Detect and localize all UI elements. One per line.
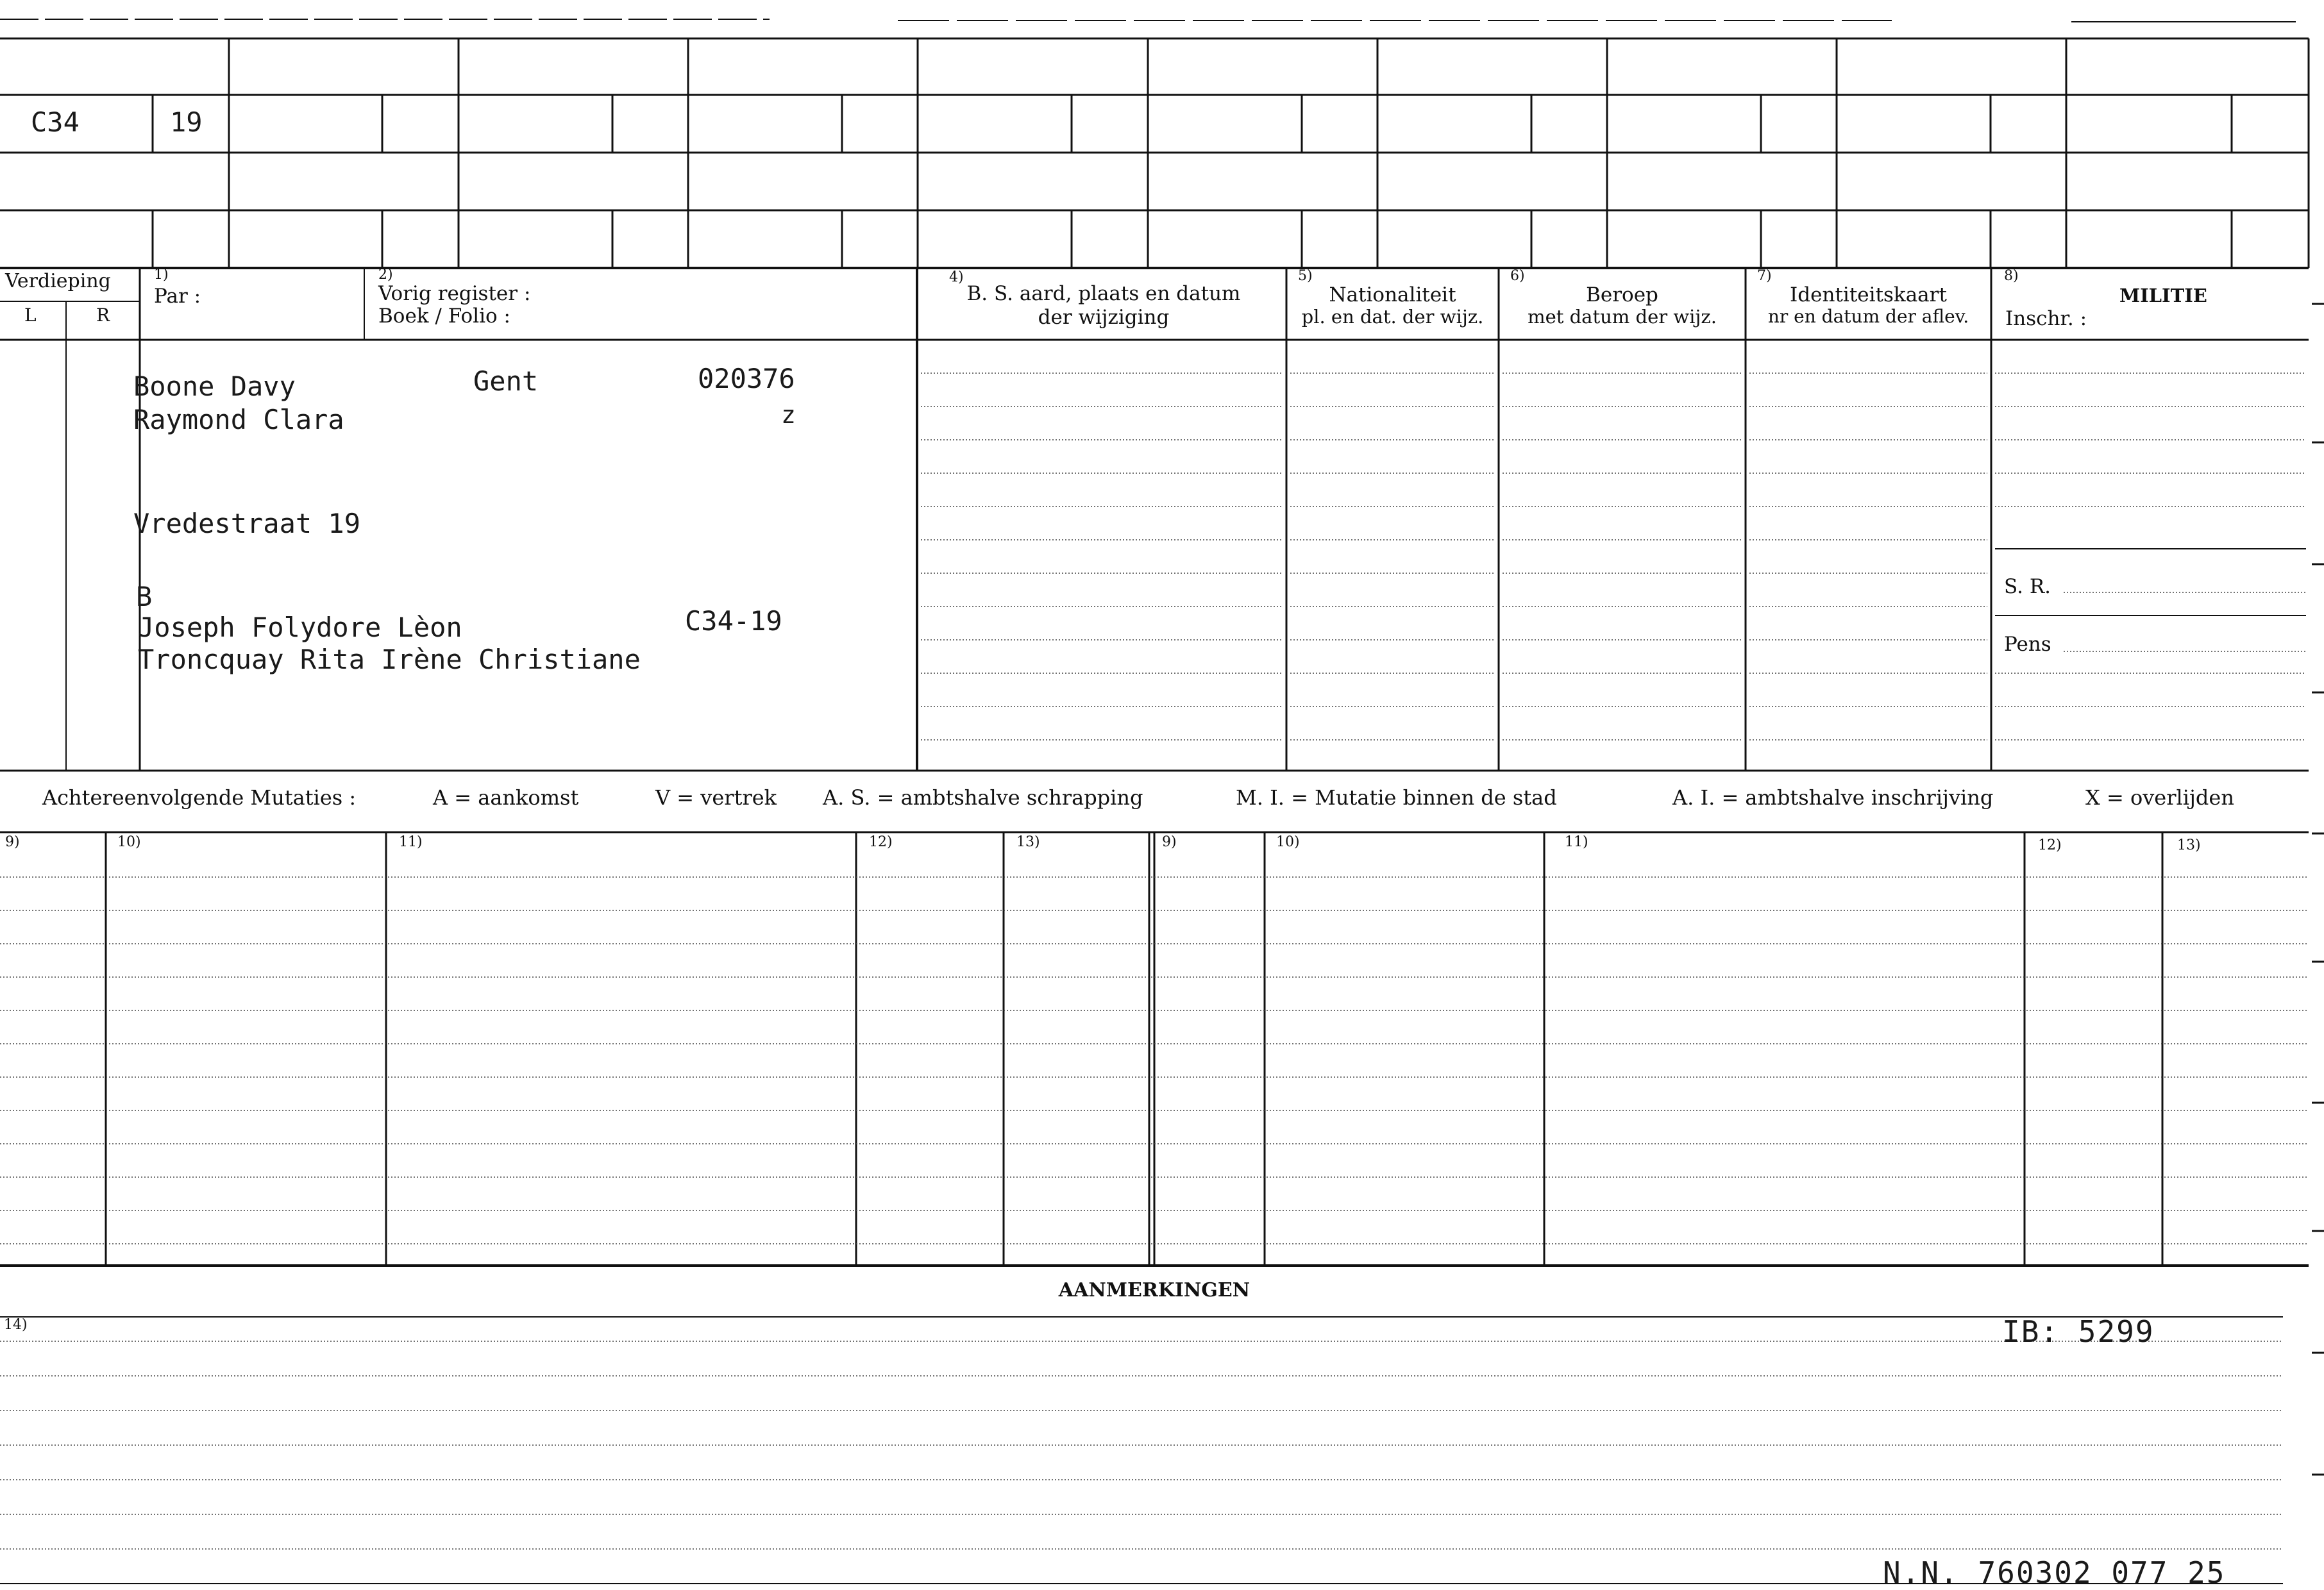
col6-number: 6): [1510, 268, 1525, 284]
mutation-col-9b: 9): [1162, 834, 1177, 850]
legend-mutatie: M. I. = Mutatie binnen de stad: [1236, 785, 1557, 810]
mutation-col-12b: 12): [2038, 837, 2062, 853]
entry-reference: C34-19: [685, 605, 782, 637]
header-boek-folio: Boek / Folio :: [378, 305, 510, 328]
header-beroep: Beroep: [1586, 283, 1658, 306]
entry-address: Vredestraat 19: [133, 508, 361, 539]
header-r: R: [96, 305, 110, 326]
remarks-number: 14): [4, 1317, 28, 1333]
col2-number: 2): [378, 267, 393, 283]
mutation-col-13: 13): [1016, 834, 1040, 850]
register-number: 19: [170, 106, 203, 138]
header-beroep-sub: met datum der wijz.: [1528, 306, 1717, 328]
mutation-col-10b: 10): [1276, 834, 1300, 850]
legend-title: Achtereenvolgende Mutaties :: [42, 785, 357, 810]
mutation-col-12: 12): [869, 834, 893, 850]
register-code: C34: [31, 106, 80, 138]
header-bs-line2: der wijziging: [1038, 306, 1170, 329]
entry-name-1: Boone Davy: [133, 371, 296, 402]
entry-mark: z: [781, 401, 796, 429]
header-verdieping: Verdieping: [5, 270, 111, 292]
legend-overlijden: X = overlijden: [2085, 785, 2234, 810]
legend-ambtshalve-schrapping: A. S. = ambtshalve schrapping: [823, 785, 1143, 810]
entry-name-3: Joseph Folydore Lèon: [138, 612, 462, 643]
col8-number: 8): [2004, 268, 2019, 284]
entry-name-4: Troncquay Rita Irène Christiane: [138, 644, 641, 675]
mutation-col-10: 10): [117, 834, 141, 850]
header-inschr: Inschr. :: [2005, 307, 2087, 330]
entry-note-b: B: [136, 581, 153, 612]
entry-place: Gent: [473, 365, 539, 397]
mutation-col-13b: 13): [2177, 837, 2201, 853]
header-bs-line1: B. S. aard, plaats en datum: [966, 282, 1241, 305]
header-vorig-register: Vorig register :: [378, 282, 531, 305]
col4-number: 4): [949, 269, 964, 285]
header-nationaliteit: Nationaliteit: [1329, 283, 1456, 306]
header-par: Par :: [154, 285, 201, 308]
header-l: L: [24, 305, 37, 326]
mutation-col-11b: 11): [1565, 834, 1588, 850]
mutation-col-9: 9): [5, 834, 20, 850]
legend-vertrek: V = vertrek: [655, 785, 777, 810]
legend-aankomst: A = aankomst: [433, 785, 579, 810]
col1-number: 1): [154, 267, 169, 283]
remarks-ib-number: IB: 5299: [2002, 1314, 2155, 1349]
header-identiteitskaart: Identiteitskaart: [1790, 283, 1947, 306]
mutation-col-11: 11): [399, 834, 423, 850]
header-nationaliteit-sub: pl. en dat. der wijz.: [1301, 306, 1484, 328]
entry-name-2: Raymond Clara: [133, 404, 344, 435]
header-militie: MILITIE: [2119, 285, 2207, 306]
label-sr: S. R.: [2004, 575, 2051, 598]
entry-date: 020376: [698, 363, 795, 394]
legend-ambtshalve-inschrijving: A. I. = ambtshalve inschrijving: [1672, 785, 1994, 810]
remarks-title: AANMERKINGEN: [1058, 1279, 1250, 1301]
col7-number: 7): [1757, 268, 1772, 284]
col5-number: 5): [1298, 268, 1313, 284]
remarks-nn-number: N.N. 760302 077 25: [1883, 1555, 2226, 1590]
label-pens: Pens: [2004, 633, 2051, 656]
header-identiteitskaart-sub: nr en datum der aflev.: [1767, 306, 1969, 327]
